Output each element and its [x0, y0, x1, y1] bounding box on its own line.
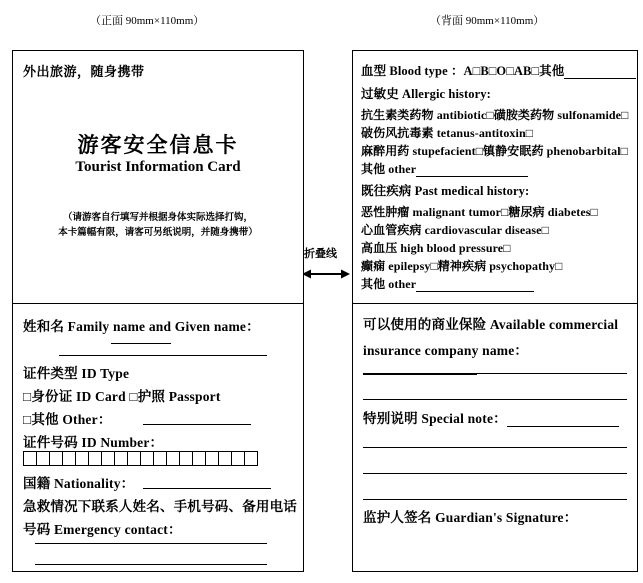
- special-note-label[interactable]: [363, 407, 619, 427]
- id-number-box[interactable]: [218, 451, 232, 466]
- id-number-box[interactable]: [49, 451, 63, 466]
- fold-line-label: 折叠线: [304, 248, 337, 260]
- id-number-box[interactable]: [166, 451, 180, 466]
- name-write-line-1[interactable]: [111, 343, 171, 344]
- emergency-write-line-2[interactable]: [35, 564, 267, 565]
- special-note-write-line-3[interactable]: [363, 473, 627, 474]
- id-number-box[interactable]: [36, 451, 50, 466]
- id-number-box[interactable]: [140, 451, 154, 466]
- past-item-3[interactable]: 癫痫 epilepsy□精神疾病 psychopathy□: [361, 259, 563, 273]
- past-item-1[interactable]: 心血管疾病 cardiovascular disease□: [361, 223, 549, 237]
- field-blood-type[interactable]: [361, 61, 636, 79]
- blood-type-write-line[interactable]: [564, 65, 636, 79]
- name-write-line-2[interactable]: [59, 355, 267, 356]
- allergic-item-0[interactable]: 抗生素类药物 antibiotic□磺胺类药物 sulfonamide□: [361, 108, 629, 122]
- id-number-box[interactable]: [114, 451, 128, 466]
- insurance-label-text: insurance company name：: [363, 343, 529, 358]
- past-item-0[interactable]: 恶性肿瘤 malignant tumor□糖尿病 diabetes□: [361, 205, 598, 219]
- id-number-box[interactable]: [205, 451, 219, 466]
- field-id-other-label[interactable]: □其他 Other：: [23, 412, 112, 427]
- id-number-box[interactable]: [62, 451, 76, 466]
- special-note-text: 特别说明 Special note：: [363, 411, 507, 426]
- id-number-box[interactable]: [127, 451, 141, 466]
- allergic-item-1[interactable]: 破伤风抗毒素 tetanus-antitoxin□: [361, 126, 534, 140]
- id-other-write-line[interactable]: [143, 424, 251, 425]
- front-note-line2: 本卡篇幅有限，请客可另纸说明，并随身携带）: [58, 228, 258, 238]
- allergic-other-label: 其他 other: [361, 162, 417, 176]
- past-other-label: 其他 other: [361, 277, 417, 291]
- allergic-other-write-line[interactable]: [416, 163, 528, 177]
- id-number-box[interactable]: [244, 451, 258, 466]
- insurance-write-line-2[interactable]: [363, 373, 627, 374]
- id-number-box[interactable]: [153, 451, 167, 466]
- allergic-item-3[interactable]: [361, 160, 528, 177]
- insurance-write-line-3[interactable]: [363, 399, 627, 400]
- fold-arrow-icon: [302, 268, 350, 280]
- field-emergency-label-line2: 号码 Emergency contact：: [23, 522, 182, 537]
- special-note-write-line-1[interactable]: [507, 413, 619, 427]
- field-name-label: 姓和名 Family name and Given name：: [23, 319, 260, 334]
- emergency-write-line-1[interactable]: [35, 543, 267, 544]
- front-card: [12, 50, 304, 572]
- id-number-box[interactable]: [101, 451, 115, 466]
- past-item-2[interactable]: 高血压 high blood pressure□: [361, 241, 511, 255]
- insurance-label-line1: 可以使用的商业保险 Available commercial: [363, 317, 619, 332]
- card-title-cn: 游客安全信息卡: [77, 133, 239, 157]
- special-note-write-line-4[interactable]: [363, 499, 627, 500]
- field-emergency-label-line1: 急救情况下联系人姓名、手机号码、备用电话: [23, 499, 297, 514]
- front-card-caption: （正面 90mm×110mm）: [90, 15, 205, 27]
- allergic-history-title: 过敏史 Allergic history:: [361, 87, 491, 101]
- past-other-write-line[interactable]: [416, 278, 534, 292]
- past-item-4[interactable]: [361, 275, 534, 292]
- front-note: [13, 211, 303, 241]
- past-history-title: 既往疾病 Past medical history:: [361, 184, 530, 198]
- field-id-number-label: 证件号码 ID Number：: [23, 435, 164, 450]
- id-number-boxes[interactable]: [23, 451, 257, 466]
- card-title-en: Tourist Information Card: [75, 159, 241, 175]
- insurance-label-line2[interactable]: [363, 339, 637, 375]
- id-number-box[interactable]: [179, 451, 193, 466]
- id-number-box[interactable]: [75, 451, 89, 466]
- special-note-write-line-2[interactable]: [363, 447, 627, 448]
- id-number-box[interactable]: [23, 451, 37, 466]
- back-card-caption: （背面 90mm×110mm）: [430, 15, 545, 27]
- back-card: [352, 50, 638, 572]
- guardian-signature-label[interactable]: 监护人签名 Guardian's Signature：: [363, 510, 578, 525]
- id-number-box[interactable]: [192, 451, 206, 466]
- front-note-line1: （请游客自行填写并根据身体实际选择打钩，: [62, 213, 253, 223]
- front-divider: [13, 303, 303, 304]
- id-number-box[interactable]: [88, 451, 102, 466]
- nationality-write-line[interactable]: [143, 488, 271, 489]
- field-id-card-options[interactable]: □身份证 ID Card □护照 Passport: [23, 389, 221, 404]
- field-nationality-label: 国籍 Nationality：: [23, 476, 135, 491]
- field-id-type-label: 证件类型 ID Type: [23, 366, 130, 381]
- id-number-box[interactable]: [231, 451, 245, 466]
- front-top-text: 外出旅游，随身携带: [23, 64, 145, 79]
- blood-type-label: 血型 Blood type ：A□B□O□AB□其他: [361, 64, 565, 78]
- back-divider: [353, 303, 637, 304]
- allergic-item-2[interactable]: 麻醉用药 stupefacient□镇静安眠药 phenobarbital□: [361, 144, 628, 158]
